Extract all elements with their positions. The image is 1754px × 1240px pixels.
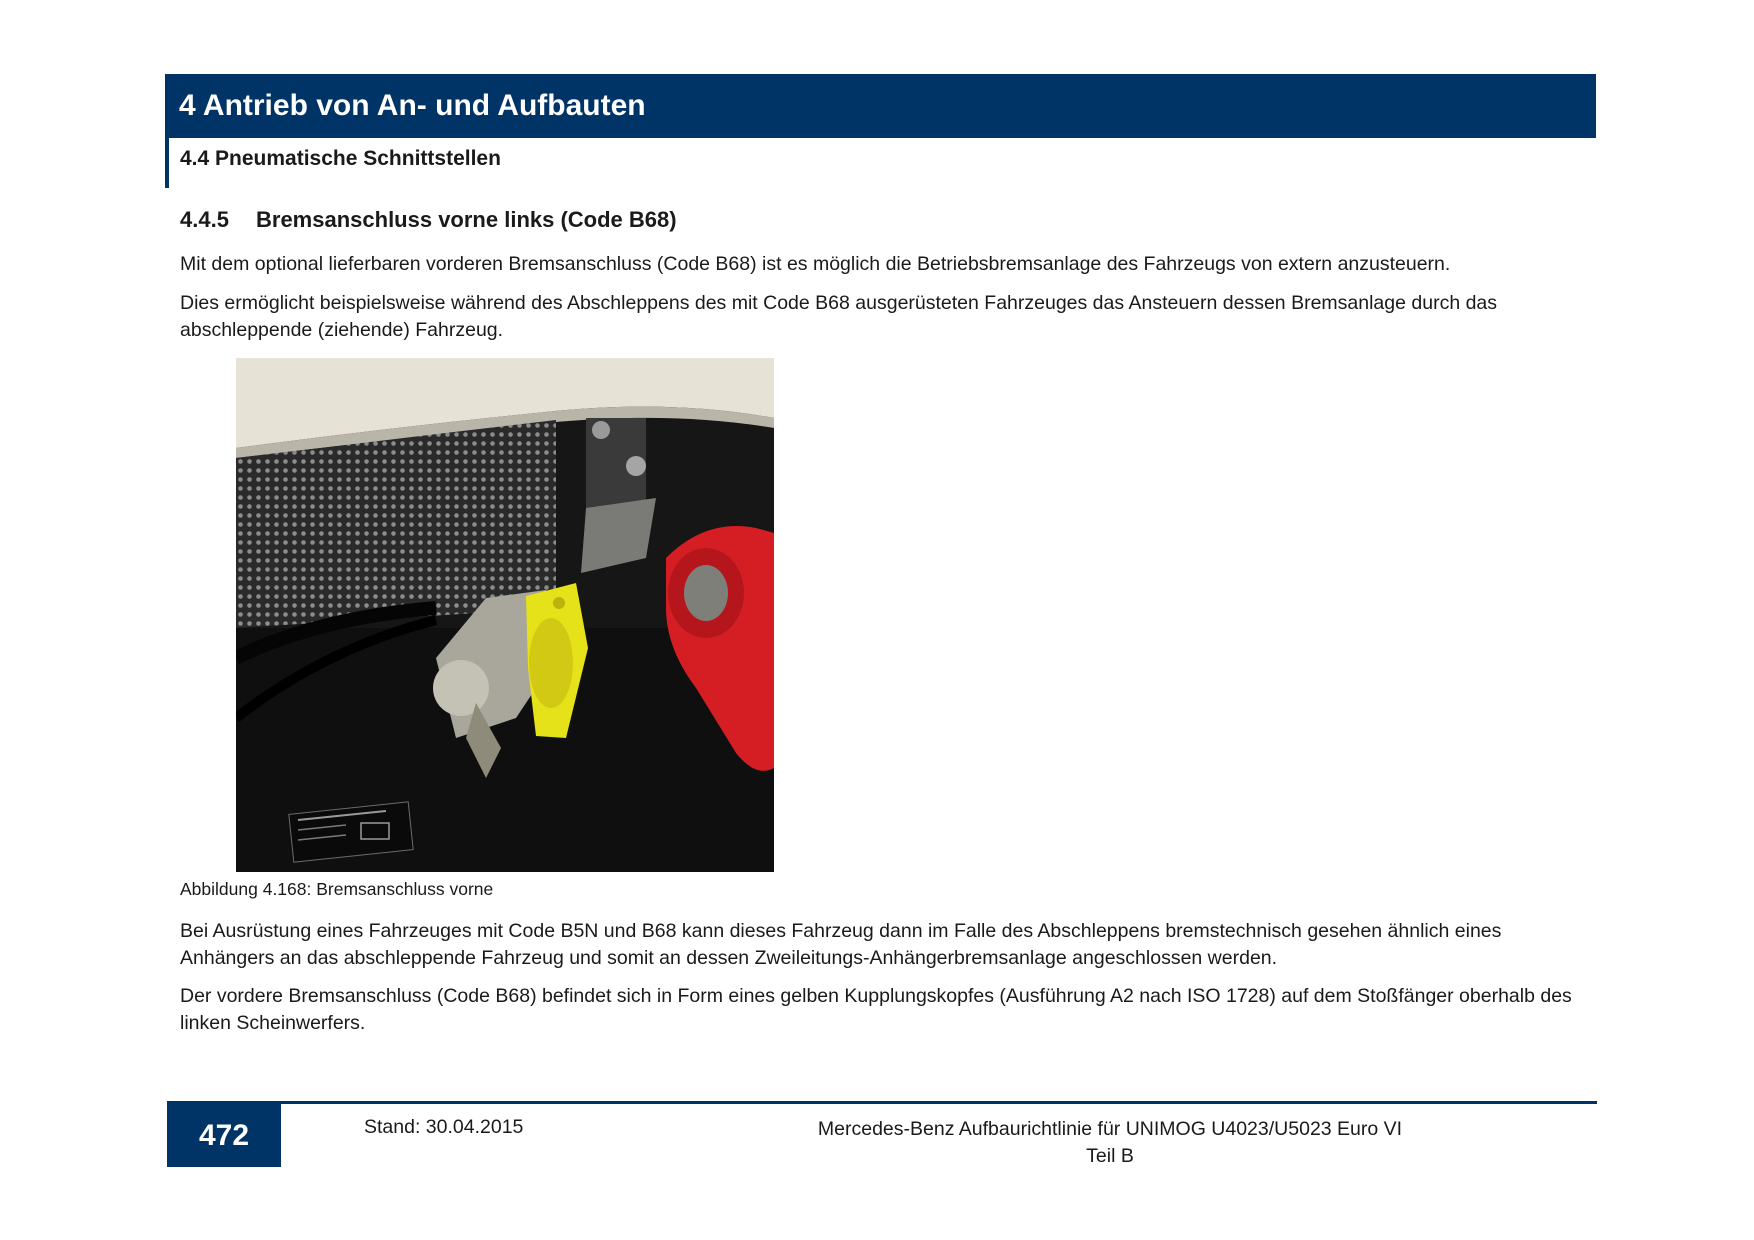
document-part: Teil B [1086, 1145, 1134, 1167]
chapter-title: 4 Antrieb von An- und Aufbauten [179, 89, 646, 122]
subsection-heading [180, 207, 677, 233]
paragraph-4: Der vordere Bremsanschluss (Code B68) befindet sich in Form eines gelben Kupplungskopfes (Ausführung A2 nach ISO 1728) auf dem Stoßfänger oberhalb des linken Scheinwerfers. [180, 985, 1572, 1034]
revision-date: Stand: 30.04.2015 [364, 1116, 524, 1138]
figure-caption: Abbildung 4.168: Bremsanschluss vorne [180, 879, 494, 899]
subsection-number: 4.4.5 [180, 207, 229, 232]
chapter-title-bar [165, 74, 1596, 138]
footer-rule [167, 1101, 1597, 1104]
subsection-title: Bremsanschluss vorne links (Code B68) [256, 207, 677, 232]
brake-connector-photo [236, 358, 774, 872]
page-number: 472 [167, 1104, 281, 1167]
document-title [760, 1116, 1460, 1170]
section-title: 4.4 Pneumatische Schnittstellen [180, 147, 501, 170]
paragraph-1: Mit dem optional lieferbaren vorderen Bremsanschluss (Code B68) ist es möglich die Betriebsbremsanlage des Fahrzeugs von extern anzusteuern. [180, 253, 1451, 275]
document-title-line: Mercedes-Benz Aufbaurichtlinie für UNIMOG U4023/U5023 Euro VI [817, 1118, 1403, 1140]
paragraph-2: Dies ermöglicht beispielsweise während des Abschleppens des mit Code B68 ausgerüsteten Fahrzeuges das Ansteuern dessen Bremsanlage durch das abschleppende (ziehende) Fahrzeug. [180, 292, 1498, 341]
paragraph-3: Bei Ausrüstung eines Fahrzeuges mit Code B5N und B68 kann dieses Fahrzeug dann im Falle des Abschleppens bremstechnisch gesehen ähnlich eines Anhängers an das abschleppende Fahrzeug und somit an dessen Zweileitungs-Anhängerbremsanlage angeschlossen werden. [180, 920, 1502, 969]
left-accent-rule [165, 74, 169, 188]
